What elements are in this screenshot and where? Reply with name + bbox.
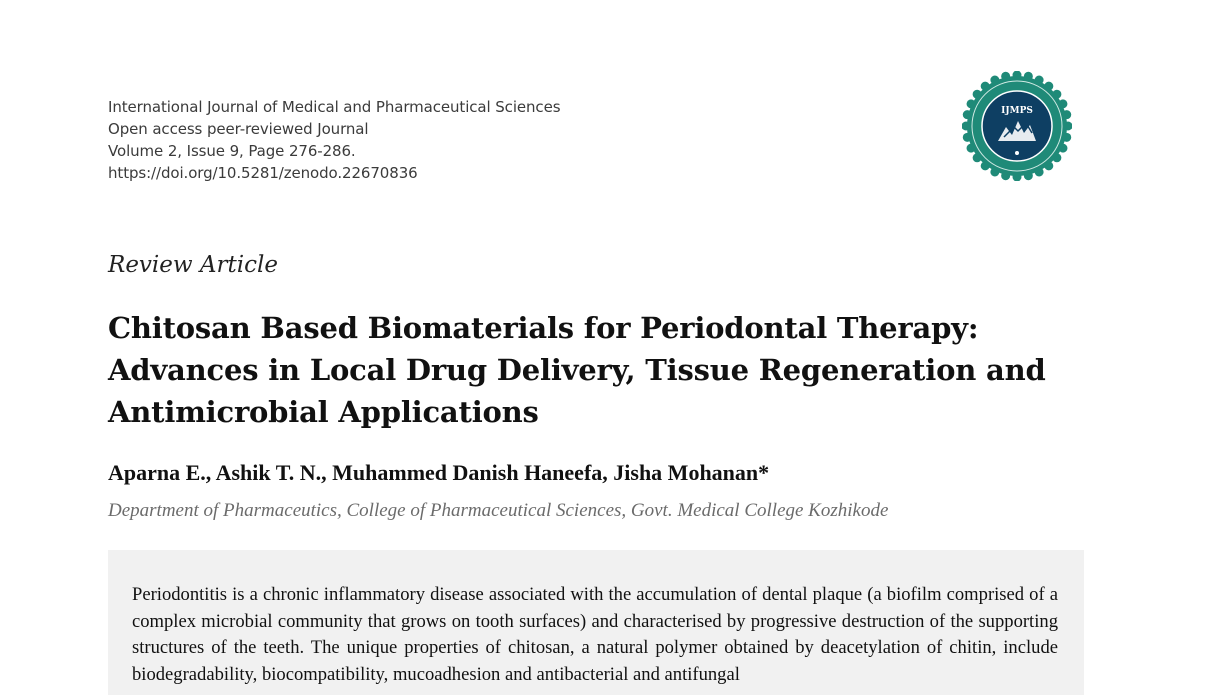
journal-info [108,96,560,184]
author-list: Aparna E., Ashik T. N., Muhammed Danish Haneefa, Jisha Mohanan* [108,460,770,485]
journal-seal-logo [962,71,1072,181]
seal-text: IJMPS [1001,106,1033,116]
abstract-box [108,550,1084,695]
journal-volume: Volume 2, Issue 9, Page 276-286. [108,142,356,160]
title-line: Chitosan Based Biomaterials for Periodontal Therapy: [108,311,979,345]
seal-icon [962,71,1072,181]
abstract-text: Periodontitis is a chronic inflammatory disease associated with the accumulation of dental plaque (a biofilm comprised of a complex microbial community that grows on tooth surfaces) and characterised by progressive destruction of the supporting structures of the teeth. The unique properties of chitosan, a natural polymer obtained by deacetylation of chitin, include biodegradability, biocompatibility, mucoadhesion and antibacterial and antifungal [132,584,1058,685]
journal-doi[interactable]: https://doi.org/10.5281/zenodo.22670836 [108,164,418,182]
title-line: Advances in Local Drug Delivery, Tissue Regeneration and [108,353,1046,387]
journal-access: Open access peer-reviewed Journal [108,120,369,138]
journal-name: International Journal of Medical and Pharmaceutical Sciences [108,98,561,116]
article-title [108,307,1098,433]
title-line: Antimicrobial Applications [108,395,539,429]
article-type: Review Article [108,252,278,278]
affiliation: Department of Pharmaceutics, College of Pharmaceutical Sciences, Govt. Medical College Kozhikode [108,500,889,521]
